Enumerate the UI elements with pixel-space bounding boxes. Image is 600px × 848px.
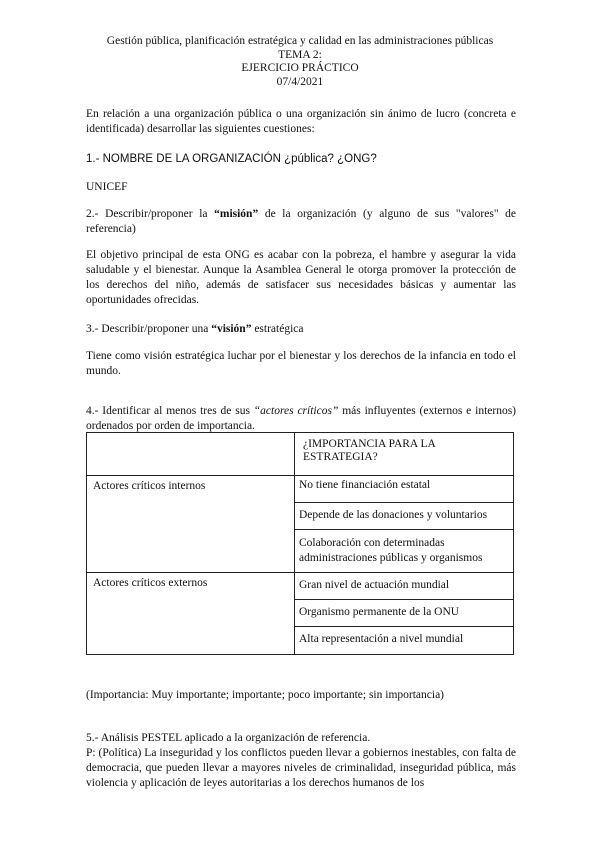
question-2-keyword: “misión”: [214, 208, 259, 220]
document-date: 07/4/2021: [276, 75, 324, 88]
external-actor-2: Organismo permanente de la ONU: [299, 606, 460, 618]
external-actor-3: Alta representación a nivel mundial: [299, 633, 464, 645]
question-5: 5.- Análisis PESTEL aplicado a la organización de referencia.: [86, 732, 371, 744]
critical-actors-table: [86, 432, 514, 655]
external-actors-cell: [87, 573, 295, 655]
internal-actor-1: No tiene financiación estatal: [299, 479, 431, 491]
external-actor-1: Gran nivel de actuación mundial: [299, 579, 450, 591]
empty-header-cell: [87, 433, 295, 476]
table-row: [87, 573, 514, 600]
table-row: [87, 476, 514, 503]
question-4-keyword: “actores críticos”: [253, 405, 339, 417]
question-3-keyword: “visión”: [211, 323, 252, 335]
table-header-row: [87, 433, 514, 476]
intro-paragraph: En relación a una organización pública o una organización sin ánimo de lucro (concreta e identificada) desarrollar las siguientes cuestiones:: [86, 108, 516, 135]
answer-1: UNICEF: [86, 181, 128, 193]
internal-actors-label: Actores críticos internos: [93, 480, 206, 492]
table-cell: [295, 476, 514, 503]
question-3-prefix: 3.- Describir/proponer una: [86, 323, 212, 335]
answer-5-political: P: (Política) La inseguridad y los conflictos pueden llevar a gobiernos inestables, con falta de democracia, que pueden llevar a mayores niveles de criminalidad, inseguridad pública, más violencia y aplicación de leyes autoritarias a los derechos humanos de los: [86, 747, 516, 789]
question-2-suffix: de la organización (y alguno de sus "valores" de referencia): [86, 208, 516, 235]
external-actors-label: Actores críticos externos: [93, 577, 208, 589]
table-cell: [295, 503, 514, 530]
topic-label: TEMA 2:: [278, 48, 322, 61]
exercise-label: EJERCICIO PRÁCTICO: [241, 62, 359, 74]
importance-header: ¿IMPORTANCIA PARA LA ESTRATEGIA?: [303, 438, 436, 463]
answer-3: Tiene como visión estratégica luchar por el bienestar y los derechos de la infancia en todo el mundo.: [86, 350, 516, 377]
question-2-prefix: 2.- Describir/proponer la: [86, 208, 215, 220]
question-3-suffix: estratégica: [251, 323, 304, 335]
question-1: 1.- NOMBRE DE LA ORGANIZACIÓN ¿pública? ¿ONG?: [86, 153, 377, 165]
question-3: [86, 322, 516, 337]
table-cell: [295, 573, 514, 600]
internal-actor-3: Colaboración con determinadas administraciones públicas y organismos: [299, 537, 483, 564]
question-4-suffix: más influyentes (externos e internos) ordenados por orden de importancia.: [86, 405, 517, 432]
importance-note: (Importancia: Muy importante; importante; poco importante; sin importancia): [86, 689, 444, 701]
internal-actors-cell: [87, 476, 295, 573]
question-2: [86, 207, 516, 237]
course-title: Gestión pública, planificación estratégica y calidad en las administraciones públicas: [106, 35, 494, 47]
question-4-prefix: 4.- Identificar al menos tres de sus: [86, 405, 254, 417]
internal-actor-2: Depende de las donaciones y voluntarios: [299, 509, 488, 521]
answer-2: El objetivo principal de esta ONG es acabar con la pobreza, el hambre y asegurar la vida saludable y el bienestar. Aunque la Asamblea General le otorga promover la protección de los derechos del niño, además de satisfacer sus necesidades básicas y aumentar las oportunidades ofrecidas.: [86, 249, 516, 306]
table-cell: [295, 600, 514, 627]
question-4: [86, 404, 516, 434]
importance-header-cell: [295, 433, 514, 476]
table-cell: [295, 530, 514, 573]
table-cell: [295, 627, 514, 655]
document-header: [0, 35, 600, 89]
